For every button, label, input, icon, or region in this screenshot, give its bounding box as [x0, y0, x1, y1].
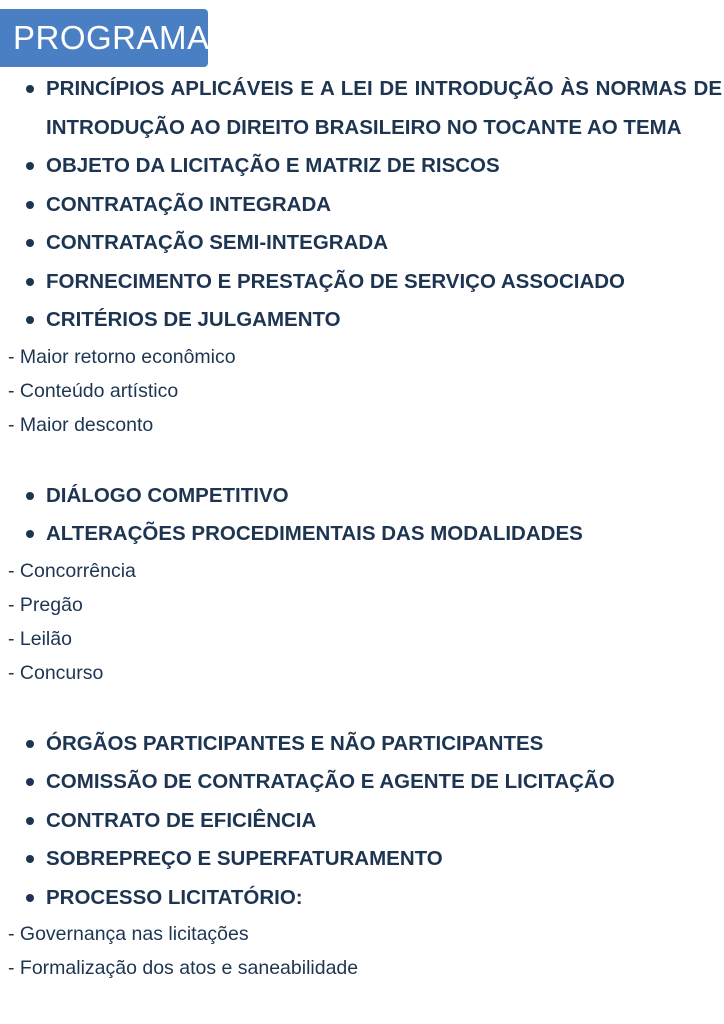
bullet-text: COMISSÃO DE CONTRATAÇÃO E AGENTE DE LICITAÇÃO: [46, 770, 615, 793]
bullet-item: [0, 763, 724, 802]
bullet-item: [0, 147, 724, 186]
subitem: - Concorrência: [8, 559, 136, 582]
bullet-dot-icon: [26, 239, 34, 247]
subitem: - Maior desconto: [8, 413, 154, 436]
bullet-item: [0, 301, 724, 340]
bullet-item: [0, 515, 724, 554]
bullet-text: FORNECIMENTO E PRESTAÇÃO DE SERVIÇO ASSOCIADO: [46, 269, 626, 293]
bullet-item: [0, 70, 724, 147]
bullet-dot-icon: [26, 855, 34, 863]
bullet-item: [0, 477, 724, 516]
bullet-item: [0, 224, 724, 263]
bullet-text: CONTRATAÇÃO INTEGRADA: [46, 192, 332, 216]
subitem: - Maior retorno econômico: [8, 345, 236, 368]
bullet-text: PROCESSO LICITATÓRIO:: [46, 885, 303, 909]
subitem: - Conteúdo artístico: [8, 379, 179, 402]
bullet-dot-icon: [26, 740, 34, 748]
bullet-dot-icon: [26, 162, 34, 170]
bullet-dot-icon: [26, 201, 34, 209]
subitem-list: [0, 554, 724, 690]
bullet-item: [0, 263, 724, 302]
section-spacer: [0, 442, 724, 477]
program-content: [0, 70, 724, 985]
bullet-text: ALTERAÇÕES PROCEDIMENTAIS DAS MODALIDADES: [46, 522, 583, 545]
bullet-text: OBJETO DA LICITAÇÃO E MATRIZ DE RISCOS: [46, 154, 500, 177]
bullet-text: ÓRGÃOS PARTICIPANTES E NÃO PARTICIPANTES: [46, 731, 544, 755]
section-3: [0, 725, 724, 986]
section-2: [0, 477, 724, 690]
bullet-text: CONTRATAÇÃO SEMI-INTEGRADA: [46, 231, 389, 254]
bullet-text: CRITÉRIOS DE JULGAMENTO: [46, 308, 341, 331]
bullet-item: [0, 802, 724, 841]
bullet-text: SOBREPREÇO E SUPERFATURAMENTO: [46, 847, 443, 870]
bullet-list: [0, 70, 724, 340]
bullet-list: [0, 725, 724, 918]
section-spacer: [0, 690, 724, 725]
subitem: - Governança nas licitações: [8, 923, 249, 945]
bullet-list: [0, 477, 724, 554]
bullet-item: [0, 725, 724, 764]
subitem-list: [0, 917, 724, 985]
bullet-dot-icon: [26, 894, 34, 902]
bullet-dot-icon: [26, 530, 34, 538]
bullet-text: DIÁLOGO COMPETITIVO: [46, 483, 289, 507]
bullet-dot-icon: [26, 278, 34, 286]
subitem: - Formalização dos atos e saneabilidade: [8, 957, 359, 979]
subitem: - Leilão: [8, 627, 72, 650]
bullet-item: [0, 840, 724, 879]
bullet-dot-icon: [26, 85, 34, 93]
bullet-dot-icon: [26, 778, 34, 786]
bullet-item: [0, 879, 724, 918]
bullet-text: PRINCÍPIOS APLICÁVEIS E A LEI DE INTRODUÇÃO ÀS NORMAS DE INTRODUÇÃO AO DIREITO BRASILEIRO NO TOCANTE AO TEMA: [46, 77, 722, 139]
bullet-dot-icon: [26, 492, 34, 500]
bullet-item: [0, 186, 724, 225]
subitem: - Concurso: [8, 661, 104, 684]
bullet-dot-icon: [26, 316, 34, 324]
bullet-dot-icon: [26, 817, 34, 825]
subitem: - Pregão: [8, 593, 83, 616]
section-1: [0, 70, 724, 442]
bullet-text: CONTRATO DE EFICIÊNCIA: [46, 808, 317, 832]
page-title: PROGRAMA: [0, 9, 208, 67]
subitem-list: [0, 340, 724, 442]
